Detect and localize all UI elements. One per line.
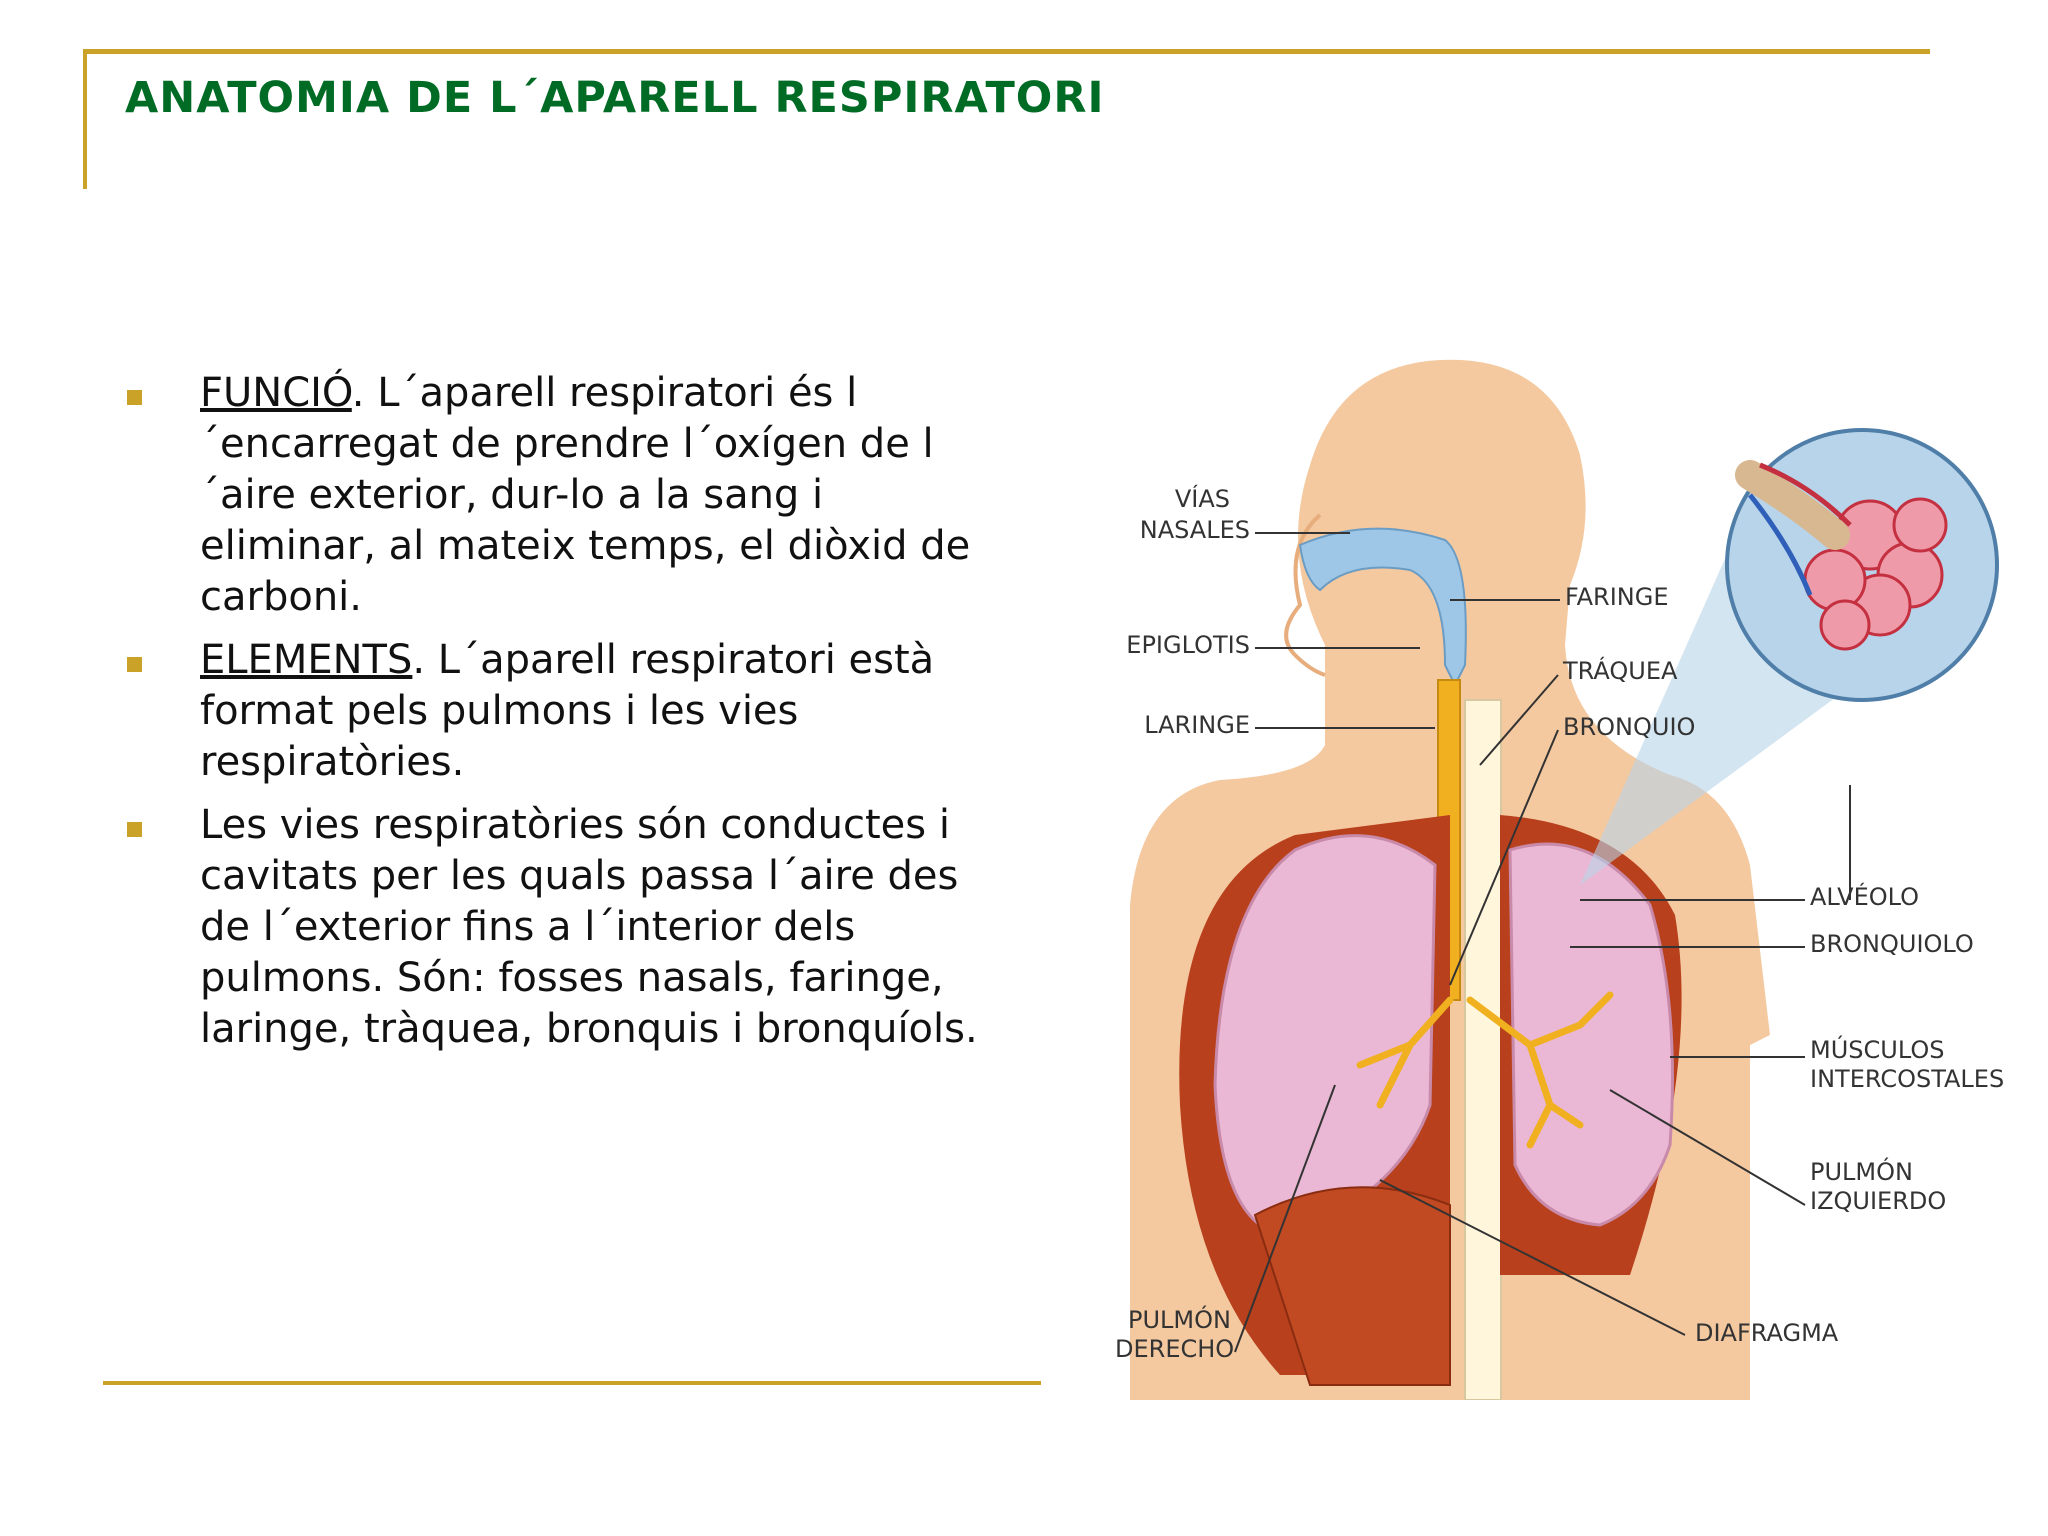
label-epiglotis: EPIGLOTIS: [1126, 631, 1250, 659]
page-title: ANATOMIA DE L´APARELL RESPIRATORI: [125, 73, 1105, 123]
label-vias-nasales: VÍAS: [1174, 485, 1230, 513]
bullet-term: FUNCIÓ: [200, 370, 352, 416]
label-traquea: TRÁQUEA: [1563, 657, 1678, 685]
bullet-text: [200, 635, 1000, 788]
top-rule: [85, 49, 1930, 54]
bullet-marker: [127, 822, 142, 837]
bullet-text: [200, 368, 1000, 623]
bullet-marker: [127, 657, 142, 672]
bullet-body: . L´aparell respiratori està format pels pulmons i les vies respiratòries.: [200, 637, 935, 785]
label-alveolo: ALVÉOLO: [1810, 883, 1920, 911]
left-lung: [1510, 844, 1673, 1225]
label-pulmon-izquierdo: IZQUIERDO: [1810, 1187, 1947, 1215]
label-bronquio: BRONQUIO: [1563, 713, 1696, 741]
respiratory-system-diagram: [1110, 345, 2020, 1400]
label-vias-nasales: NASALES: [1139, 516, 1250, 544]
bullet-term: ELEMENTS: [200, 637, 413, 683]
label-laringe: LARINGE: [1144, 711, 1250, 739]
bottom-rule: [103, 1381, 1041, 1385]
bullet-vies: [120, 800, 1000, 1055]
bullet-body: . L´aparell respiratori és l´encarregat de prendre l´oxígen de l´aire exterior, dur-lo a la sang i eliminar, al mateix temps, el diòxid de carboni.: [200, 370, 971, 620]
label-pulmon-derecho: DERECHO: [1115, 1335, 1235, 1363]
bullet-text: [200, 800, 1000, 1055]
bullet-body: Les vies respiratòries són conductes i cavitats per les quals passa l´aire des de l´exterior fins a l´interior dels pulmons. Són: fosses nasals, faringe, laringe, tràquea, bronquis i bronquíols.: [200, 802, 978, 1052]
label-pulmon-izquierdo: PULMÓN: [1810, 1158, 1913, 1186]
label-pulmon-derecho: PULMÓN: [1128, 1306, 1231, 1334]
label-diafragma: DIAFRAGMA: [1695, 1319, 1839, 1347]
label-faringe: FARINGE: [1565, 583, 1669, 611]
bullet-list: [120, 368, 1000, 1067]
bullet-funcio: [120, 368, 1000, 623]
left-rule: [83, 49, 87, 189]
spine: [1465, 700, 1501, 1400]
label-musculos: MÚSCULOS: [1810, 1036, 1945, 1064]
bullet-elements: [120, 635, 1000, 788]
bullet-marker: [127, 390, 142, 405]
label-bronquiolo: BRONQUIOLO: [1810, 930, 1974, 958]
label-musculos: INTERCOSTALES: [1810, 1065, 2005, 1093]
